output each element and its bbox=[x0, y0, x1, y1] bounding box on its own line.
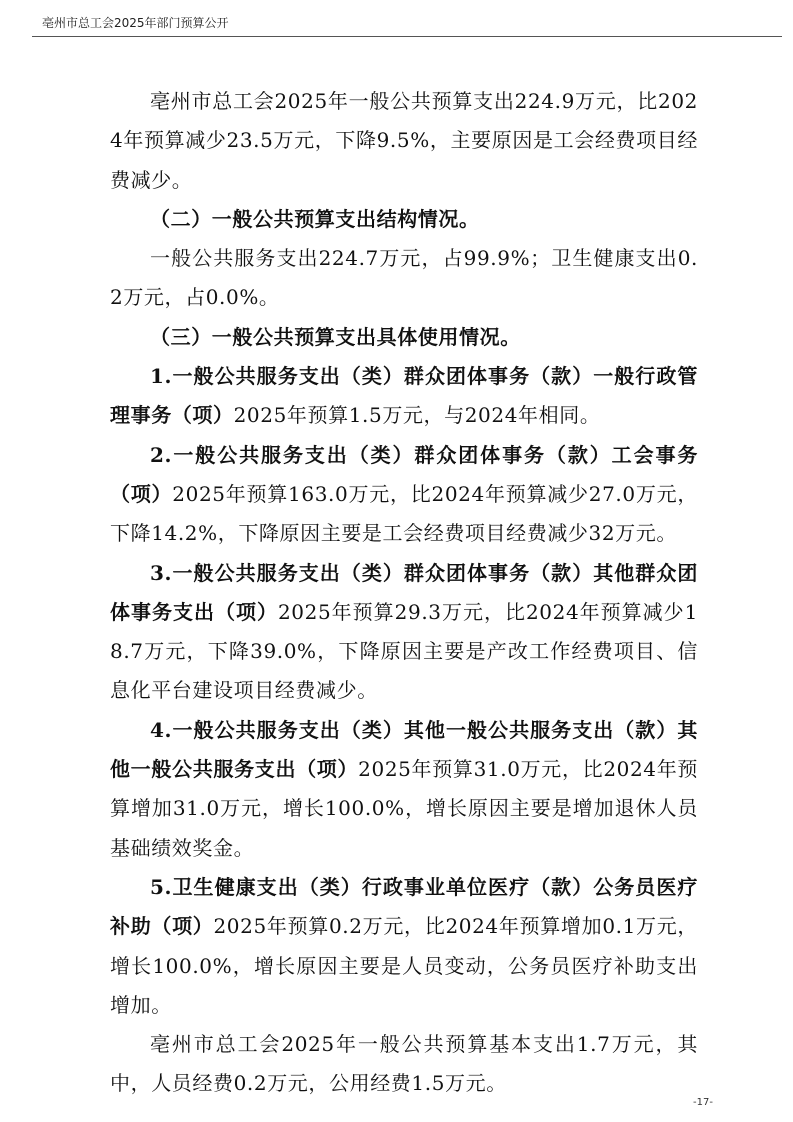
item-5-text: 2025年预算0.2万元，比2024年预算增加0.1万元，增长100.0%，增长原因主要是人员变动，公务员医疗补助支出增加。 bbox=[110, 914, 699, 1017]
paragraph-basic-expenditure: 亳州市总工会2025年一般公共预算基本支出1.7万元，其中，人员经费0.2万元，公用经费1.5万元。 bbox=[110, 1032, 698, 1096]
paragraph-item-1 bbox=[110, 357, 698, 436]
item-1-text: 2025年预算1.5万元，与2024年相同。 bbox=[233, 403, 601, 428]
section-heading-structure: （二）一般公共预算支出结构情况。 bbox=[150, 206, 480, 231]
paragraph-item-2 bbox=[110, 436, 698, 554]
page-header bbox=[32, 14, 782, 37]
item-3-title: 3.一般公共服务支出（类）群众团体事务（款）其他群众团体事务支出（项） bbox=[110, 560, 698, 624]
paragraph-item-5 bbox=[110, 868, 698, 1025]
paragraph-structure: 一般公共服务支出224.7万元，占99.9%；卫生健康支出0.2万元，占0.0%。 bbox=[110, 246, 698, 310]
section-heading-usage: （三）一般公共预算支出具体使用情况。 bbox=[150, 324, 521, 349]
item-5-title: 5.卫生健康支出（类）行政事业单位医疗（款）公务员医疗补助（项） bbox=[110, 874, 698, 939]
document-body bbox=[110, 82, 698, 1104]
item-4-title: 4.一般公共服务支出（类）其他一般公共服务支出（款）其他一般公共服务支出（项） bbox=[110, 717, 698, 782]
item-1-title: 1.一般公共服务支出（类）群众团体事务（款）一般行政管理事务（项） bbox=[110, 364, 698, 428]
item-2-text: 2025年预算163.0万元，比2024年预算减少27.0万元，下降14.2%，下降原因主要是工会经费项目经费减少32万元。 bbox=[110, 481, 698, 546]
paragraph-item-3 bbox=[110, 554, 698, 711]
paragraph-total-expenditure: 亳州市总工会2025年一般公共预算支出224.9万元，比2024年预算减少23.5万元，下降9.5%，主要原因是工会经费项目经费减少。 bbox=[110, 89, 698, 192]
page-number: -17- bbox=[693, 1097, 713, 1108]
paragraph-item-4 bbox=[110, 711, 698, 868]
item-3-text: 2025年预算29.3万元，比2024年预算减少18.7万元，下降39.0%，下降原因主要是产改工作经费项目、信息化平台建设项目经费减少。 bbox=[110, 599, 698, 703]
item-2-title: 2.一般公共服务支出（类）群众团体事务（款）工会事务（项） bbox=[110, 442, 698, 506]
item-4-text: 2025年预算31.0万元，比2024年预算增加31.0万元，增长100.0%，增长原因主要是增加退休人员基础绩效奖金。 bbox=[110, 757, 698, 860]
header-title: 亳州市总工会2025年部门预算公开 bbox=[42, 16, 229, 30]
